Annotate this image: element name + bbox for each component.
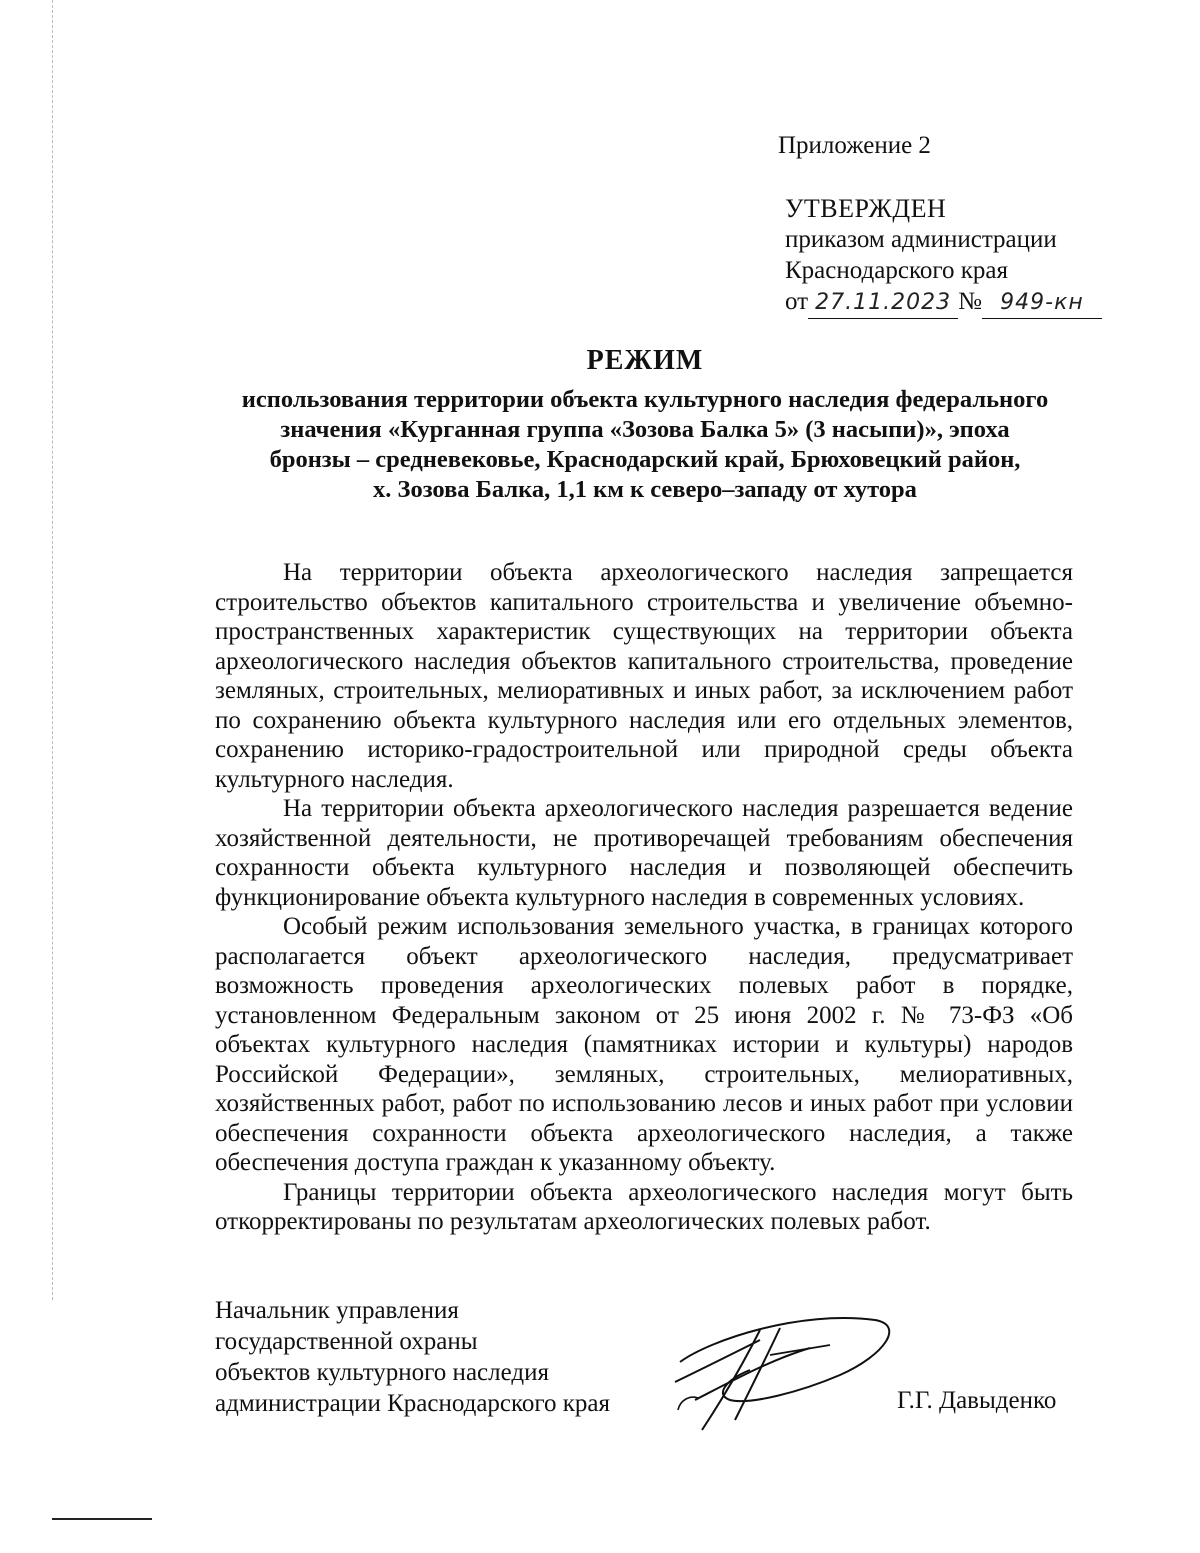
order-number-prefix: № xyxy=(958,288,982,315)
order-number: 949-кн xyxy=(982,287,1102,319)
title-line-2: значения «Курганная группа «Зозова Балка 5» (3 насыпи)», эпоха xyxy=(280,416,1010,443)
approved-by-line1: приказом администрации xyxy=(785,226,1057,253)
approval-block xyxy=(785,193,1102,319)
signer-name: Г.Г. Давыденко xyxy=(897,1387,1057,1414)
signer-position-line2: государственной охраны xyxy=(215,1328,478,1355)
handwritten-signature xyxy=(640,1300,900,1440)
page-edge-marks xyxy=(52,0,54,1300)
paragraph-prohibitions: На территории объекта археологического наследия запрещается строительство объектов капитального строительства и увеличение объемно-пространственных характеристик существующих на территории объекта археологического наследия объектов капитального строительства, проведение земляных, строительных, мелиоративных и иных работ, за исключением работ по сохранению объекта культурного наследия или его отдельных элементов, сохранению историко-градостроительной или природной среды объекта культурного наследия. xyxy=(215,559,1073,793)
footer-line xyxy=(52,1518,152,1520)
order-date: 27.11.2023 xyxy=(808,287,958,319)
signer-position xyxy=(215,1295,610,1419)
title-line-1: использования территории объекта культурного наследия федерального xyxy=(241,386,1049,413)
title-main: РЕЖИМ xyxy=(586,345,704,376)
signer-position-line4: администрации Краснодарского края xyxy=(215,1390,611,1417)
signer-position-line3: объектов культурного наследия xyxy=(215,1359,549,1386)
document-title xyxy=(200,345,1090,505)
order-line xyxy=(785,286,1102,319)
paragraph-special-regime: Особый режим использования земельного участка, в границах которого располагается объект археологического наследия, предусматривает возможность проведения археологических полевых работ в порядке, установленном Федеральным законом от 25 июня 2002 г. № 73-ФЗ «Об объектах культурного наследия (памятниках истории и культуры) народов Российской Федерации», земляных, строительных, мелиоративных, хозяйственных работ, работ по использованию лесов и иных работ при условии обеспечения сохранности объекта археологического наследия, а также обеспечения доступа граждан к указанному объекту. xyxy=(215,913,1073,1176)
document-body xyxy=(215,558,1073,1237)
title-line-3: бронзы – средневековье, Краснодарский край, Брюховецкий район, xyxy=(269,446,1021,473)
title-line-4: х. Зозова Балка, 1,1 км к северо–западу от хутора xyxy=(373,476,917,503)
paragraph-permitted: На территории объекта археологического наследия разрешается ведение хозяйственной деятельности, не противоречащей требованиям обеспечения сохранности объекта культурного наследия и позволяющей обеспечить функционирование объекта культурного наследия в современных условиях. xyxy=(215,795,1073,911)
signer-position-line1: Начальник управления xyxy=(215,1297,459,1324)
order-prefix: от xyxy=(785,288,809,315)
appendix-label: Приложение 2 xyxy=(778,132,931,159)
approved-by-line2: Краснодарского края xyxy=(785,257,1008,284)
paragraph-boundaries: Границы территории объекта археологического наследия могут быть откорректированы по результатам археологических полевых работ. xyxy=(215,1178,1073,1235)
approved-heading: УТВЕРЖДЕН xyxy=(785,194,947,223)
